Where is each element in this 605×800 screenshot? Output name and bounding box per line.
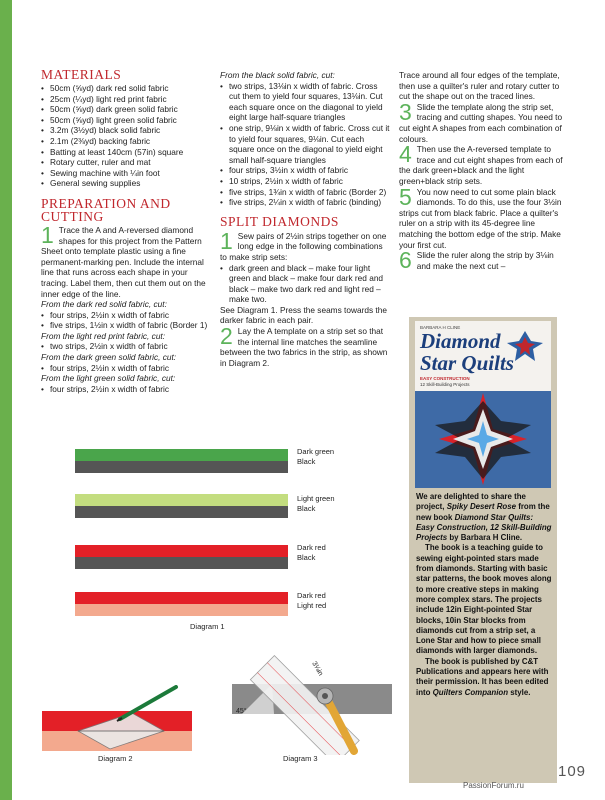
diagram-1-caption: Diagram 1: [190, 622, 225, 631]
strip-dark-red: [75, 545, 288, 557]
left-green-margin: [0, 0, 12, 800]
cut-list: [41, 310, 213, 331]
strip-black: [75, 461, 288, 473]
blurb-magazine: Quilters Companion: [432, 687, 509, 697]
prep-heading-line2: CUTTING: [41, 208, 104, 224]
strip-black: [75, 557, 288, 569]
step-text: Lay the A template on a strip set so that the internal line matches the seamline between the two fabrics in the strip, as shown in Diagram 2.: [220, 326, 388, 368]
step-3: [399, 98, 569, 144]
book-title-line2: Star Quilts: [420, 351, 514, 375]
label-light-red: Light red: [297, 601, 327, 610]
book-subtitle-2: 12 Skill-Building Projects: [420, 382, 470, 387]
step-text: Trace around all four edges of the template, then use a quilter's ruler and rotary cutter to cut the shape out on the traced lines.: [399, 70, 560, 102]
cut-list: [220, 81, 390, 208]
cut-heading: From the light green solid fabric, cut:: [41, 373, 176, 384]
blurb-p3c: style.: [508, 687, 531, 697]
step-text: Slide the ruler along the strip by 3⅛in and make the next cut –: [416, 250, 554, 271]
list-item: • five strips, 1¾in x width of fabric (Border 2): [220, 187, 390, 198]
list-item: • two strips, 2½in x width of fabric: [41, 341, 213, 352]
list-item: • dark green and black – make four light green and black – make four dark red and black – make two dark red and light red – make two.: [220, 263, 390, 305]
label-black: Black: [297, 504, 316, 513]
site-watermark: PassionForum.ru: [463, 781, 524, 790]
diagram-2-caption: Diagram 2: [98, 754, 133, 763]
list-item: • 50cm (⅝yd) dark red solid fabric: [41, 83, 213, 94]
list-item: • five strips, 2¼in x width of fabric (binding): [220, 197, 390, 208]
blurb-project: Spiky Desert Rose: [446, 502, 516, 512]
list-item: • 10 strips, 2½in x width of fabric: [220, 176, 390, 187]
list-item: • four strips, 2½in x width of fabric: [41, 310, 213, 321]
diagram-3: [232, 655, 392, 755]
step-4: [399, 141, 569, 186]
list-item: • five strips, 1½in x width of fabric (Border 1): [41, 320, 213, 331]
blurb-by: by Barbara H Cline.: [447, 533, 523, 543]
step-number: 1: [41, 221, 54, 248]
list-item: • Sewing machine with ¼in foot: [41, 168, 213, 179]
diagram-3-caption: Diagram 3: [283, 754, 318, 763]
list-item: • 50cm (⅝yd) dark green solid fabric: [41, 104, 213, 115]
cut-heading: From the dark green solid fabric, cut:: [41, 352, 177, 363]
split-step-2: [220, 323, 390, 368]
blurb-intro: We are delighted to share the project,: [416, 492, 526, 512]
measure-label: 3⅛in: [310, 660, 324, 678]
prep-step-1: [41, 221, 213, 299]
step-text: See Diagram 1. Press the seams towards the darker fabric in each pair.: [220, 304, 387, 326]
label-dark-green: Dark green: [297, 447, 335, 456]
list-item: • one strip, 9⅛in x width of fabric. Cross cut it to yield four squares, 9⅛in. Cut each square once on the diagonal to yield eight small half-square triangles: [220, 123, 390, 165]
step-6: [399, 247, 569, 274]
book-author: BARBARA H CLINE: [420, 325, 461, 330]
label-black: Black: [297, 553, 316, 562]
list-item: • four strips, 2½in x width of fabric: [41, 363, 213, 374]
prep-heading-line1: PREPARATION AND: [41, 195, 171, 211]
blurb-book-title: Diamond Star Quilts: Easy Construction, 12 Skill-Building Projects: [416, 512, 552, 543]
step-text: Sew pairs of 2½in strips together on one long edge in the following combinations to make strip sets:: [220, 230, 387, 262]
cut-heading: From the dark red solid fabric, cut:: [41, 299, 167, 310]
blurb-p3a: The book is published by C&T Publications and appears here with their permission. It has been edited into: [416, 656, 549, 697]
step-number: 1: [220, 227, 233, 254]
strip-dark-green: [75, 449, 288, 461]
prep-heading: [41, 197, 213, 223]
strip-dark-red: [75, 592, 288, 604]
diagram-2: [42, 685, 192, 751]
label-black: Black: [297, 457, 316, 466]
step-text: You now need to cut some plain black diamonds. To do this, use the four 3½in strips cut from black fabric. Place a quilter's ruler on a strip with its 45-degree line matching the bottom edge of the strip. Make your first cut.: [399, 186, 562, 250]
step-text: Trace the A and A-reversed diamond shapes for this project from the Pattern Sheet onto template plastic using a fine permanent-marking pen. Include the internal line that runs across each shape in your tracing. Label them, then cut them out on the inner edge of the line.: [41, 224, 206, 299]
blurb-paragraph-2: The book is a teaching guide to sewing eight-pointed stars made from diamonds. Starting with basic star patterns, the book moves along to more creative steps in making more complex stars. The projects include 12in Eight-pointed Star blocks, 10in Star blocks from diamonds cut from a strip set, a Lone Star and how to piece small diamonds with larger diamonds.: [416, 543, 552, 656]
book-cover: [415, 321, 551, 488]
list-item: • four strips, 2½in x width of fabric: [41, 384, 213, 395]
step-text: Slide the template along the strip set, tracing and cutting shapes. You need to cut eight A shapes from each combination of colours.: [399, 101, 563, 144]
step-number: 2: [220, 323, 233, 350]
book-title-line1: Diamond: [420, 329, 501, 353]
cut-heading: From the light red print fabric, cut:: [41, 330, 166, 341]
strip-black: [75, 506, 288, 518]
list-item: • four strips, 3½in x width of fabric: [220, 165, 390, 176]
list-item: • Batting at least 140cm (57in) square: [41, 147, 213, 158]
right-column: [399, 70, 569, 274]
label-dark-red: Dark red: [297, 543, 326, 552]
cut-list: [41, 363, 213, 374]
list-item: • 50cm (⅝yd) light green solid fabric: [41, 115, 213, 126]
step-text: Then use the A-reversed template to trace and cut eight shapes from each of the dark green+black and the light green+black strip sets.: [399, 144, 563, 186]
list-item: • General sewing supplies: [41, 178, 213, 189]
left-column: [41, 68, 213, 394]
cut-heading: From the black solid fabric, cut:: [220, 70, 335, 80]
book-blurb: [416, 492, 552, 698]
blurb-from: from the new book: [416, 502, 550, 522]
step-number: 6: [399, 247, 412, 274]
materials-list: [41, 83, 213, 189]
label-light-green: Light green: [297, 494, 335, 503]
step-5: [399, 183, 569, 251]
angle-label: 45°: [236, 708, 247, 715]
list-item: • 25cm (¼yd) light red print fabric: [41, 94, 213, 105]
book-cover-art: [415, 321, 551, 488]
list-item: • 2.1m (2⅜yd) backing fabric: [41, 136, 213, 147]
materials-heading: MATERIALS: [41, 67, 122, 82]
step-number: 5: [399, 183, 412, 210]
middle-column: [220, 70, 390, 368]
cut-list: [41, 384, 213, 395]
label-dark-red: Dark red: [297, 591, 326, 600]
list-item: • two strips, 13⅛in x width of fabric. Cross cut them to yield four squares, 13⅛in. Cut each square once on the diagonal to yield eight large half-square triangles: [220, 81, 390, 123]
strip-light-red: [75, 604, 288, 616]
step-number: 4: [399, 141, 412, 168]
cut-list: [41, 341, 213, 352]
page-number: 109: [558, 763, 587, 780]
strip-light-green: [75, 494, 288, 506]
step-number: 3: [399, 98, 412, 125]
list-item: • Rotary cutter, ruler and mat: [41, 157, 213, 168]
strip-set-list: [220, 263, 390, 305]
list-item: • 3.2m (3½yd) black solid fabric: [41, 125, 213, 136]
book-subtitle-1: EASY CONSTRUCTION: [420, 376, 470, 381]
split-diamonds-heading: SPLIT DIAMONDS: [220, 213, 339, 229]
split-step-1: [220, 227, 390, 263]
